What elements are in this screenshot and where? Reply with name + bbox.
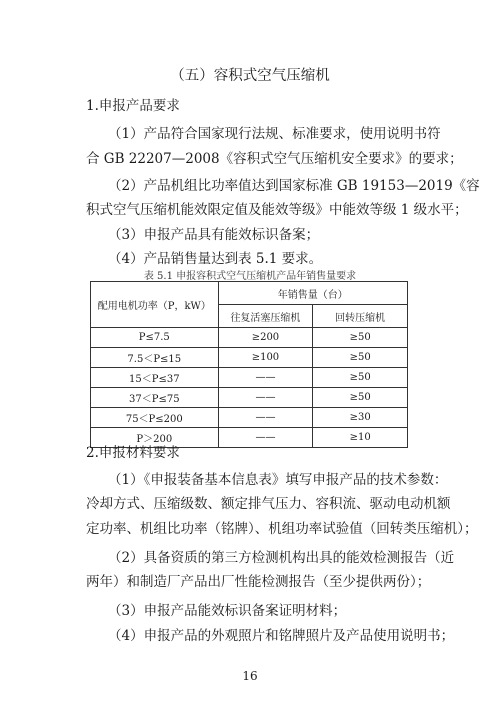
- rotary-sales-cell: ≥50: [313, 368, 408, 388]
- rotary-sales-cell: ≥50: [313, 388, 408, 408]
- table-caption: 表 5.1 申报容积式空气压缩机产品年销售量要求: [143, 271, 357, 282]
- power-range-cell: P≤7.5: [91, 328, 219, 348]
- material-2-line-2: 两年）和制造厂产品出厂性能检测报告（至少提供两份）；: [86, 574, 431, 590]
- section-title: （五）容积式空气压缩机: [170, 68, 330, 84]
- header-rotary-compressor: 回转压缩机: [313, 305, 408, 328]
- rotary-sales-cell: ≥50: [313, 348, 408, 368]
- reciprocating-sales-cell: ——: [218, 428, 313, 448]
- power-range-cell: 15＜P≤37: [91, 368, 219, 388]
- requirement-1-line-2: 合 GB 22207—2008《容积式空气压缩机安全要求》的要求；: [86, 151, 463, 167]
- table-row: [91, 348, 408, 368]
- material-3: （3）申报产品能效标识备案证明材料；: [108, 603, 347, 619]
- table-row: [91, 368, 408, 388]
- requirement-2-line-1: （2）产品机组比功率值达到国家标准 GB 19153—2019《容: [108, 178, 480, 194]
- power-range-cell: 37＜P≤75: [91, 388, 219, 408]
- requirement-2-line-2: 积式空气压缩机能效限定值及能效等级》中能效等级 1 级水平；: [86, 202, 468, 218]
- table-row: [91, 408, 408, 428]
- power-range-cell: 7.5＜P≤15: [91, 348, 219, 368]
- reciprocating-sales-cell: ——: [218, 388, 313, 408]
- table-row: [91, 388, 408, 408]
- heading-material-requirements: 2.申报材料要求: [86, 445, 180, 461]
- table-row: [91, 328, 408, 348]
- header-motor-power: 配用电机功率（P，kW）: [91, 282, 219, 328]
- reciprocating-sales-cell: ≥100: [218, 348, 313, 368]
- material-1-line-2: 冷却方式、压缩级数、额定排气压力、容积流、驱动电动机额: [86, 496, 451, 512]
- rotary-sales-cell: ≥10: [313, 428, 408, 448]
- power-range-cell: 75＜P≤200: [91, 408, 219, 428]
- page-number: 16: [242, 669, 258, 683]
- requirement-4: （4）产品销售量达到表 5.1 要求。: [108, 251, 323, 267]
- material-1-line-1: （1）《申报装备基本信息表》填写申报产品的技术参数：: [108, 472, 448, 488]
- header-reciprocating-compressor: 往复活塞压缩机: [218, 305, 313, 328]
- sales-requirement-table: [90, 281, 408, 448]
- heading-product-requirements: 1.申报产品要求: [86, 98, 180, 114]
- rotary-sales-cell: ≥30: [313, 408, 408, 428]
- power-range-cell: P＞200: [91, 428, 219, 448]
- material-4: （4）申报产品的外观照片和铭牌照片及产品使用说明书；: [108, 628, 455, 644]
- material-2-line-1: （2）具备资质的第三方检测机构出具的能效检测报告（近: [108, 550, 455, 566]
- reciprocating-sales-cell: ——: [218, 368, 313, 388]
- material-1-line-3: 定功率、机组比功率（铭牌）、机组功率试验值（回转类压缩机）；: [86, 521, 478, 537]
- header-annual-sales: 年销售量（台）: [218, 282, 407, 305]
- requirement-3: （3）申报产品具有能效标识备案；: [108, 227, 320, 243]
- requirement-1-line-1: （1）产品符合国家现行法规、标准要求，使用说明书符: [108, 126, 441, 142]
- rotary-sales-cell: ≥50: [313, 328, 408, 348]
- reciprocating-sales-cell: ≥200: [218, 328, 313, 348]
- reciprocating-sales-cell: ——: [218, 408, 313, 428]
